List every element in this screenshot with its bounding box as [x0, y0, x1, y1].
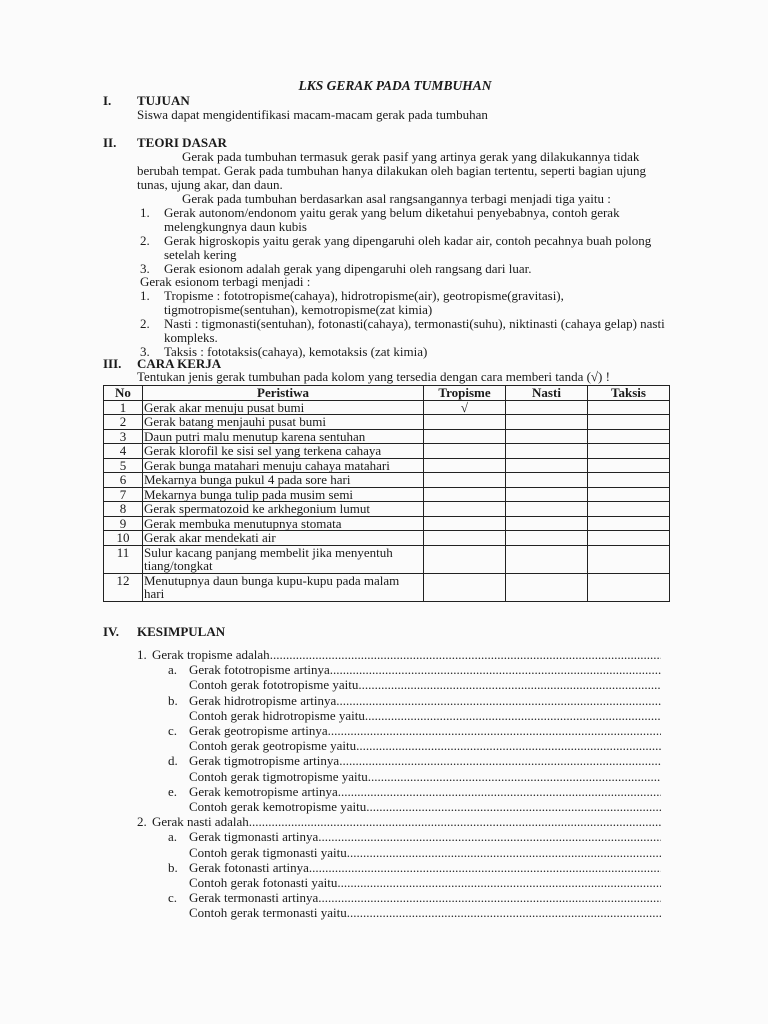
- row-number: 6: [104, 473, 143, 488]
- cell-tropisme[interactable]: [424, 487, 506, 502]
- row-number: 10: [104, 531, 143, 546]
- conclusion-line: [137, 677, 661, 692]
- cell-taksis[interactable]: [588, 400, 670, 415]
- conclusion-prompt: Contoh gerak geotropisme yaitu: [189, 738, 357, 754]
- answer-blank[interactable]: [365, 708, 661, 723]
- answer-blank[interactable]: [337, 875, 661, 890]
- conclusion-line: [137, 723, 661, 738]
- cell-taksis[interactable]: [588, 531, 670, 546]
- cell-tropisme[interactable]: [424, 429, 506, 444]
- table-row: [104, 487, 670, 502]
- table-row: [104, 573, 670, 601]
- cell-nasti[interactable]: [506, 473, 588, 488]
- row-peristiwa: Gerak akar mendekati air: [143, 531, 424, 546]
- header-tropisme: Tropisme: [424, 386, 506, 401]
- teori-list-2: [137, 289, 677, 359]
- cell-nasti[interactable]: [506, 458, 588, 473]
- table-row: [104, 400, 670, 415]
- table-row: [104, 502, 670, 517]
- cell-tropisme[interactable]: [424, 473, 506, 488]
- cell-tropisme[interactable]: [424, 573, 506, 601]
- list-number: 2.: [140, 315, 150, 331]
- conclusion-number: 1.: [137, 647, 147, 662]
- conclusion-line: [137, 784, 661, 799]
- answer-blank[interactable]: [358, 677, 661, 692]
- conclusion-line: [137, 814, 661, 829]
- conclusion-number: a.: [168, 829, 178, 845]
- row-peristiwa: Mekarnya bunga pukul 4 pada sore hari: [143, 473, 424, 488]
- conclusion-line: [137, 890, 661, 905]
- section-number-teori: II.: [103, 135, 117, 150]
- answer-blank[interactable]: [347, 905, 661, 920]
- answer-blank[interactable]: [339, 753, 661, 768]
- conclusion-number: [137, 738, 189, 753]
- answer-blank[interactable]: [366, 799, 661, 814]
- answer-blank[interactable]: [318, 829, 661, 844]
- conclusion-line: [137, 708, 661, 723]
- answer-blank[interactable]: [356, 738, 661, 753]
- conclusion-number: [137, 677, 189, 692]
- row-peristiwa: Sulur kacang panjang membelit jika menyentuh tiang/tongkat: [143, 545, 424, 573]
- header-peristiwa: Peristiwa: [143, 386, 424, 401]
- cell-taksis[interactable]: [588, 444, 670, 459]
- conclusion-prompt: Contoh gerak tigmonasti yaitu: [189, 844, 347, 860]
- list-item: [137, 234, 677, 262]
- conclusion-number: [137, 708, 189, 723]
- list-text: Taksis : fototaksis(cahaya), kemotaksis (zat kimia): [164, 343, 428, 359]
- cell-taksis[interactable]: [588, 502, 670, 517]
- cell-nasti[interactable]: [506, 487, 588, 502]
- conclusion-line: [137, 693, 661, 708]
- list-number: 1.: [140, 205, 150, 220]
- list-item: [137, 289, 677, 317]
- conclusion-line: [137, 829, 661, 844]
- cell-tropisme[interactable]: [424, 516, 506, 531]
- answer-blank[interactable]: [249, 814, 661, 829]
- conclusion-prompt: Gerak fototropisme artinya: [189, 662, 330, 678]
- tujuan-text: Siswa dapat mengidentifikasi macam-macam gerak pada tumbuhan: [137, 107, 488, 122]
- conclusion-number: d.: [168, 753, 178, 769]
- conclusion-number: c.: [168, 723, 178, 739]
- conclusion-prompt: Gerak tropisme adalah: [152, 647, 270, 662]
- answer-blank[interactable]: [338, 784, 661, 799]
- cell-nasti[interactable]: [506, 415, 588, 430]
- teori-paragraph-3: Gerak esionom terbagi menjadi :: [140, 274, 311, 289]
- table-row: [104, 531, 670, 546]
- conclusion-prompt: Contoh gerak tigmotropisme yaitu: [189, 768, 368, 784]
- activity-table: [103, 385, 670, 602]
- conclusion-line: [137, 845, 661, 860]
- conclusion-line: [137, 799, 661, 814]
- row-peristiwa: Gerak bunga matahari menuju cahaya matahari: [143, 458, 424, 473]
- cell-taksis[interactable]: [588, 473, 670, 488]
- cell-taksis[interactable]: [588, 516, 670, 531]
- answer-blank[interactable]: [330, 662, 661, 677]
- conclusion-prompt: Gerak fotonasti artinya: [189, 859, 309, 875]
- section-heading-teori: TEORI DASAR: [137, 135, 227, 150]
- cell-nasti[interactable]: [506, 545, 588, 573]
- cell-tropisme[interactable]: [424, 444, 506, 459]
- header-nasti: Nasti: [506, 386, 588, 401]
- table-row: [104, 415, 670, 430]
- section-heading-kesimpulan: KESIMPULAN: [137, 624, 226, 639]
- conclusion-line: [137, 753, 661, 768]
- row-number: 8: [104, 502, 143, 517]
- cell-tropisme[interactable]: √: [424, 400, 506, 415]
- list-number: 1.: [140, 288, 150, 303]
- list-text: Nasti : tigmonasti(sentuhan), fotonasti(cahaya), termonasti(suhu), niktinasti (cahaya gelap) nasti kompleks.: [164, 315, 665, 345]
- conclusion-prompt: Contoh gerak kemotropisme yaitu: [189, 799, 367, 815]
- conclusion-prompt: Contoh gerak hidrotropisme yaitu: [189, 707, 365, 723]
- answer-blank[interactable]: [368, 769, 661, 784]
- conclusion-number: [137, 905, 189, 920]
- row-peristiwa: Gerak klorofil ke sisi sel yang terkena cahaya: [143, 444, 424, 459]
- cell-tropisme[interactable]: [424, 531, 506, 546]
- section-number-kesimpulan: IV.: [103, 624, 120, 639]
- conclusion-number: [137, 769, 189, 784]
- conclusion-line: [137, 738, 661, 753]
- row-peristiwa: Gerak membuka menutupnya stomata: [143, 516, 424, 531]
- cell-nasti[interactable]: [506, 516, 588, 531]
- cell-nasti[interactable]: [506, 573, 588, 601]
- conclusion-prompt: Gerak geotropisme artinya: [189, 723, 328, 739]
- section-number-tujuan: I.: [103, 93, 112, 108]
- row-number: 5: [104, 458, 143, 473]
- cell-tropisme[interactable]: [424, 545, 506, 573]
- row-number: 12: [104, 573, 143, 601]
- cell-nasti[interactable]: [506, 502, 588, 517]
- document-title: LKS GERAK PADA TUMBUHAN: [298, 78, 492, 93]
- row-peristiwa: Daun putri malu menutup karena sentuhan: [143, 429, 424, 444]
- table-row: [104, 444, 670, 459]
- list-item: [137, 317, 677, 345]
- list-text: Gerak autonom/endonom yaitu gerak yang belum diketahui penyebabnya, contoh gerak melengkungnya daun kubis: [164, 205, 620, 234]
- table-row: [104, 458, 670, 473]
- conclusion-prompt: Gerak termonasti artinya: [189, 890, 319, 906]
- cell-nasti[interactable]: [506, 400, 588, 415]
- answer-blank[interactable]: [309, 860, 661, 875]
- answer-blank[interactable]: [336, 693, 661, 708]
- cell-taksis[interactable]: [588, 458, 670, 473]
- conclusion-prompt: Gerak nasti adalah: [152, 814, 249, 830]
- conclusion-number: e.: [168, 783, 178, 799]
- table-row: [104, 429, 670, 444]
- conclusion-line: [137, 905, 661, 920]
- answer-blank[interactable]: [347, 845, 661, 860]
- cell-tropisme[interactable]: [424, 502, 506, 517]
- list-number: 2.: [140, 232, 150, 248]
- conclusion-prompt: Contoh gerak termonasti yaitu: [189, 905, 347, 921]
- conclusion-number: [137, 799, 189, 814]
- conclusion-line: [137, 860, 661, 875]
- cell-taksis[interactable]: [588, 429, 670, 444]
- row-peristiwa: Gerak akar menuju pusat bumi: [143, 400, 424, 415]
- section-heading-cara: CARA KERJA: [137, 356, 222, 371]
- conclusion-line: [137, 769, 661, 784]
- conclusion-number: b.: [168, 692, 178, 708]
- list-text: Gerak higroskopis yaitu gerak yang dipengaruhi oleh kadar air, contoh pecahnya buah polong setelah kering: [164, 232, 652, 262]
- table-row: [104, 516, 670, 531]
- table-header-row: [104, 386, 670, 401]
- table-row: [104, 545, 670, 573]
- cell-tropisme[interactable]: [424, 458, 506, 473]
- conclusion-number: [137, 845, 189, 860]
- conclusion-prompt: Gerak tigmotropisme artinya: [189, 753, 340, 769]
- conclusion-prompt: Contoh gerak fotonasti yaitu: [189, 875, 338, 891]
- section-heading-tujuan: TUJUAN: [137, 93, 190, 108]
- teori-paragraph-1: Gerak pada tumbuhan termasuk gerak pasif yang artinya gerak yang dilakukannya tidak berubah tempat. Gerak pada tumbuhan hanya dilakukan oleh bagian tertentu, seperti bagian ujung tunas, ujung akar, dan daun.: [137, 149, 646, 192]
- row-number: 7: [104, 487, 143, 502]
- answer-blank[interactable]: [318, 890, 661, 905]
- cell-nasti[interactable]: [506, 531, 588, 546]
- cell-nasti[interactable]: [506, 429, 588, 444]
- table-row: [104, 473, 670, 488]
- conclusion-prompt: Contoh gerak fototropisme yaitu: [189, 677, 359, 693]
- section-number-cara: III.: [103, 356, 122, 371]
- row-number: 2: [104, 415, 143, 430]
- list-text: Gerak esionom adalah gerak yang dipengaruhi oleh rangsang dari luar.: [164, 260, 532, 276]
- cell-taksis[interactable]: [588, 573, 670, 601]
- conclusion-number: b.: [168, 859, 178, 875]
- teori-list-1: [137, 206, 677, 276]
- row-peristiwa: Gerak batang menjauhi pusat bumi: [143, 415, 424, 430]
- conclusion-prompt: Gerak hidrotropisme artinya: [189, 692, 337, 708]
- answer-blank[interactable]: [270, 647, 661, 662]
- conclusion-number: [137, 875, 189, 890]
- list-number: 3.: [140, 343, 150, 359]
- list-item: [137, 206, 677, 234]
- row-peristiwa: Mekarnya bunga tulip pada musim semi: [143, 487, 424, 502]
- row-peristiwa: Menutupnya daun bunga kupu-kupu pada malam hari: [143, 573, 424, 601]
- cell-taksis[interactable]: [588, 545, 670, 573]
- conclusion-number: 2.: [137, 814, 147, 830]
- header-taksis: Taksis: [588, 386, 670, 401]
- cell-nasti[interactable]: [506, 444, 588, 459]
- cell-tropisme[interactable]: [424, 415, 506, 430]
- teori-paragraph-2: Gerak pada tumbuhan berdasarkan asal rangsangannya terbagi menjadi tiga yaitu :: [182, 191, 611, 206]
- cell-taksis[interactable]: [588, 487, 670, 502]
- cell-taksis[interactable]: [588, 415, 670, 430]
- row-number: 4: [104, 444, 143, 459]
- conclusion-prompt: Gerak tigmonasti artinya: [189, 829, 319, 845]
- header-no: No: [104, 386, 143, 401]
- kesimpulan-list: [137, 647, 661, 921]
- list-number: 3.: [140, 260, 150, 276]
- row-number: 11: [104, 545, 143, 573]
- conclusion-line: [137, 662, 661, 677]
- answer-blank[interactable]: [328, 723, 661, 738]
- row-number: 1: [104, 400, 143, 415]
- row-peristiwa: Gerak spermatozoid ke arkhegonium lumut: [143, 502, 424, 517]
- conclusion-line: [137, 647, 661, 662]
- conclusion-number: c.: [168, 890, 178, 906]
- conclusion-line: [137, 875, 661, 890]
- conclusion-prompt: Gerak kemotropisme artinya: [189, 783, 338, 799]
- row-number: 3: [104, 429, 143, 444]
- row-number: 9: [104, 516, 143, 531]
- cara-instruction: Tentukan jenis gerak tumbuhan pada kolom yang tersedia dengan cara memberi tanda (√) !: [137, 369, 610, 384]
- conclusion-number: a.: [168, 662, 178, 678]
- list-text: Tropisme : fototropisme(cahaya), hidrotropisme(air), geotropisme(gravitasi), tigmotropisme(sentuhan), kemotropisme(zat kimia): [164, 288, 564, 317]
